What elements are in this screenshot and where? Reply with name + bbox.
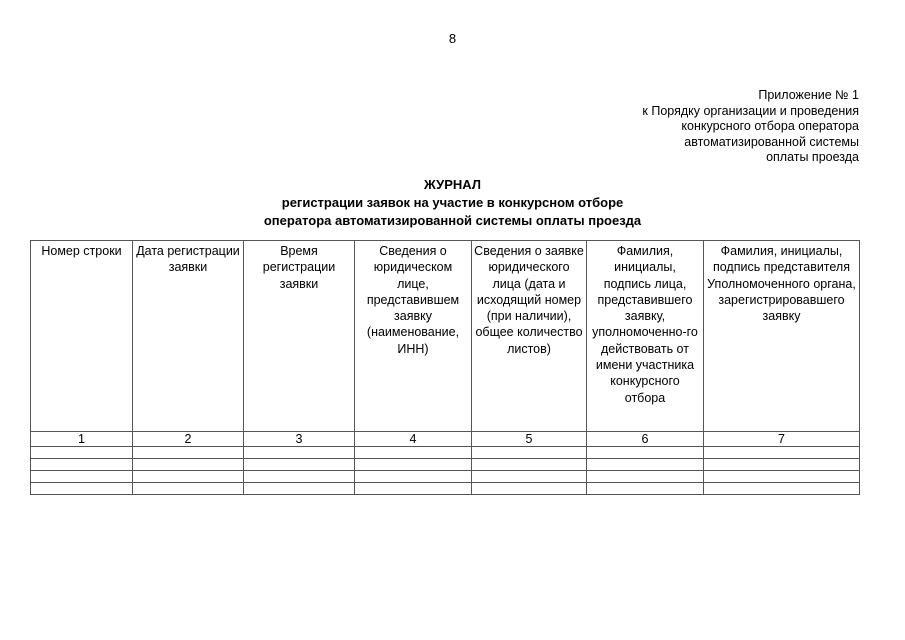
title-line: ЖУРНАЛ [424, 177, 481, 192]
table-cell [587, 471, 704, 483]
table-cell [31, 471, 133, 483]
table-header-row [31, 241, 860, 432]
table-cell [133, 459, 244, 471]
header-cell: Фамилия, инициалы, подпись лица, представившего заявку, уполномоченно-го действовать от имени участника конкурсного отбора [587, 241, 704, 432]
title-line: оператора автоматизированной системы оплаты проезда [263, 213, 642, 228]
document-title [0, 176, 905, 230]
header-cell: Номер строки [31, 241, 133, 432]
table-cell [704, 483, 860, 495]
table-cell [244, 471, 355, 483]
table-cell [244, 483, 355, 495]
table-row [31, 447, 860, 459]
header-cell: Дата регистрации заявки [133, 241, 244, 432]
table-cell [244, 447, 355, 459]
appendix-line: автоматизированной системы [684, 134, 859, 149]
appendix-line: к Порядку организации и проведения [642, 103, 859, 118]
appendix-note [559, 88, 859, 166]
table-cell [355, 459, 472, 471]
table-cell [472, 483, 587, 495]
table-cell [472, 447, 587, 459]
column-number: 6 [587, 432, 704, 447]
appendix-line: Приложение № 1 [758, 88, 859, 102]
table-cell [472, 459, 587, 471]
table-cell [31, 483, 133, 495]
column-number: 3 [244, 432, 355, 447]
title-line: регистрации заявок на участие в конкурсном отборе [281, 195, 624, 210]
column-number: 5 [472, 432, 587, 447]
table-cell [587, 459, 704, 471]
table-cell [704, 471, 860, 483]
header-cell: Время регистрации заявки [244, 241, 355, 432]
column-number: 1 [31, 432, 133, 447]
column-number: 2 [133, 432, 244, 447]
table-cell [133, 471, 244, 483]
table-cell [355, 471, 472, 483]
appendix-line: оплаты проезда [766, 150, 859, 164]
table-row [31, 471, 860, 483]
table-cell [244, 459, 355, 471]
column-number: 7 [704, 432, 860, 447]
table-cell [355, 483, 472, 495]
table-cell [587, 483, 704, 495]
page-number: 8 [448, 31, 457, 46]
registration-journal-table [30, 240, 860, 495]
table-cell [704, 459, 860, 471]
column-number: 4 [355, 432, 472, 447]
table-cell [355, 447, 472, 459]
table-cell [31, 459, 133, 471]
table-cell [31, 447, 133, 459]
table-cell [133, 447, 244, 459]
table-cell [133, 483, 244, 495]
appendix-line: конкурсного отбора оператора [681, 119, 859, 133]
table-cell [587, 447, 704, 459]
column-number-row [31, 432, 860, 447]
header-cell: Фамилия, инициалы, подпись представителя Уполномоченного органа, зарегистрировавшего заявку [704, 241, 860, 432]
table-cell [704, 447, 860, 459]
header-cell: Сведения о юридическом лице, представившем заявку (наименование, ИНН) [355, 241, 472, 432]
header-cell: Сведения о заявке юридического лица (дата и исходящий номер (при наличии), общее количество листов) [472, 241, 587, 432]
table-row [31, 483, 860, 495]
table-row [31, 459, 860, 471]
table-cell [472, 471, 587, 483]
